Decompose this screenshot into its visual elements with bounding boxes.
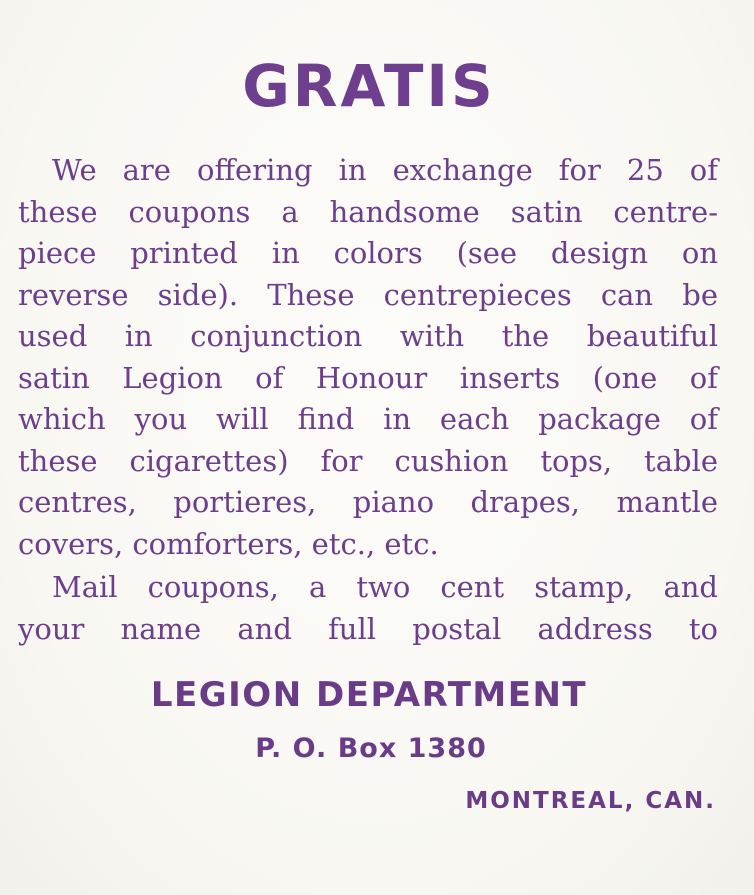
mail-instructions-paragraph bbox=[18, 567, 718, 650]
text-line: We are offering in exchange for 25 of bbox=[52, 153, 718, 187]
text-line: satin Legion of Honour inserts (one of bbox=[18, 360, 718, 395]
text-line: these cigarettes) for cushion tops, table bbox=[18, 443, 718, 478]
department-name: LEGION DEPARTMENT bbox=[150, 675, 588, 715]
text-line: covers, comforters, etc., etc. bbox=[18, 526, 439, 561]
text-line: Mail coupons, a two cent stamp, and bbox=[52, 570, 718, 604]
text-line: which you will find in each package of bbox=[18, 402, 718, 436]
text-line: centres, portieres, piano drapes, mantle bbox=[18, 485, 718, 519]
text-line: piece printed in colors (see design on bbox=[18, 236, 718, 270]
text-line: reverse side). These centrepieces can be bbox=[18, 277, 718, 312]
offer-paragraph bbox=[18, 150, 718, 565]
text-line: used in conjunction with the beautiful bbox=[18, 319, 718, 353]
text-line: these coupons a handsome satin centre- bbox=[18, 194, 718, 229]
po-box: P. O. Box 1380 bbox=[255, 733, 487, 764]
title-heading: GRATIS bbox=[242, 52, 496, 120]
text-line: your name and full postal address to bbox=[18, 611, 718, 646]
city-line: MONTREAL, CAN. bbox=[465, 788, 716, 814]
